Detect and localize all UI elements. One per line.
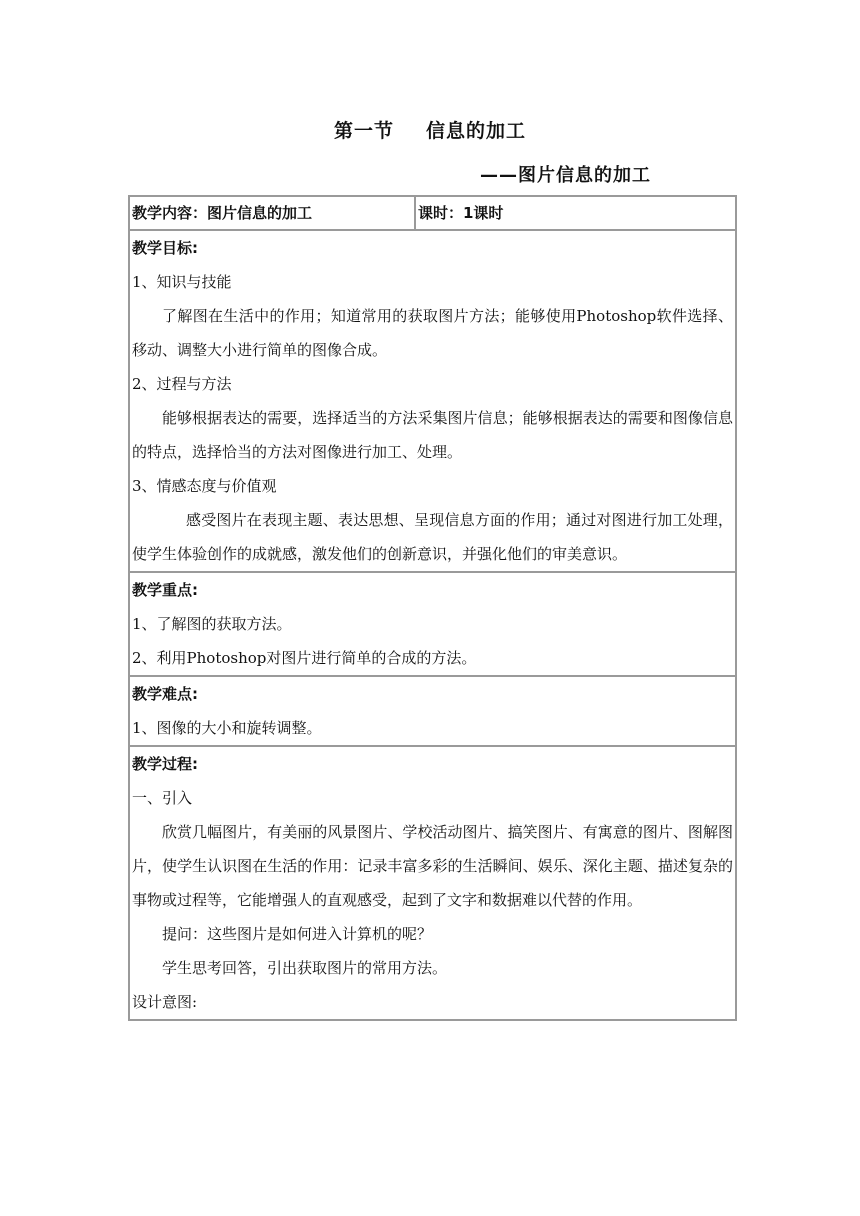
section-number: 第一节 (333, 120, 394, 142)
process-section (129, 746, 736, 1020)
difficulties-heading: 教学难点: (132, 685, 198, 703)
process-answer: 学生思考回答，引出获取图片的常用方法。 (162, 959, 448, 977)
objectives-heading: 教学目标: (132, 239, 198, 257)
key-points-heading: 教学重点: (132, 581, 198, 599)
process-step-1-title: 一、引入 (132, 789, 193, 807)
difficulty-1: 1、图像的大小和旋转调整。 (132, 719, 322, 737)
design-intent-label: 设计意图: (132, 993, 198, 1011)
objective-2-text: 能够根据表达的需要，选择适当的方法采集图片信息；能够根据表达的需要和图像信息的特点，选择恰当的方法对图像进行加工、处理。 (132, 409, 733, 461)
table-row (129, 676, 736, 746)
process-step-1-text: 欣赏几幅图片，有美丽的风景图片、学校活动图片、搞笑图片、有寓意的图片、图解图片，使学生认识图在生活的作用：记录丰富多彩的生活瞬间、娱乐、深化主题、描述复杂的事物或过程等，它能增强人的直观感受，起到了文字和数据难以代替的作用。 (132, 823, 733, 909)
table-row (129, 572, 736, 676)
table-row (129, 746, 736, 1020)
page-title (0, 116, 860, 143)
difficulties-section (129, 676, 736, 746)
objective-2-title: 2、过程与方法 (132, 375, 232, 393)
objective-3-title: 3、情感态度与价值观 (132, 477, 277, 495)
objective-1-title: 1、知识与技能 (132, 273, 232, 291)
process-heading: 教学过程: (132, 755, 198, 773)
table-row (129, 230, 736, 572)
page-subtitle: ——图片信息的加工 (480, 165, 651, 186)
key-point-1: 1、了解图的获取方法。 (132, 615, 292, 633)
hours-cell: 课时：1课时 (415, 196, 736, 230)
objectives-section (129, 230, 736, 572)
objective-1-text: 了解图在生活中的作用；知道常用的获取图片方法；能够使用Photoshop软件选择、移动、调整大小进行简单的图像合成。 (132, 307, 733, 359)
table-row (129, 196, 736, 230)
process-question: 提问：这些图片是如何进入计算机的呢？ (162, 925, 433, 943)
content-cell: 教学内容：图片信息的加工 (129, 196, 415, 230)
objective-3-text: 感受图片在表现主题、表达思想、呈现信息方面的作用；通过对图进行加工处理，使学生体验创作的成就感，激发他们的创新意识，并强化他们的审美意识。 (132, 511, 733, 563)
key-points-section (129, 572, 736, 676)
key-point-2: 2、利用Photoshop对图片进行简单的合成的方法。 (132, 649, 477, 667)
section-title: 信息的加工 (426, 120, 527, 142)
lesson-plan-table (128, 195, 737, 1021)
